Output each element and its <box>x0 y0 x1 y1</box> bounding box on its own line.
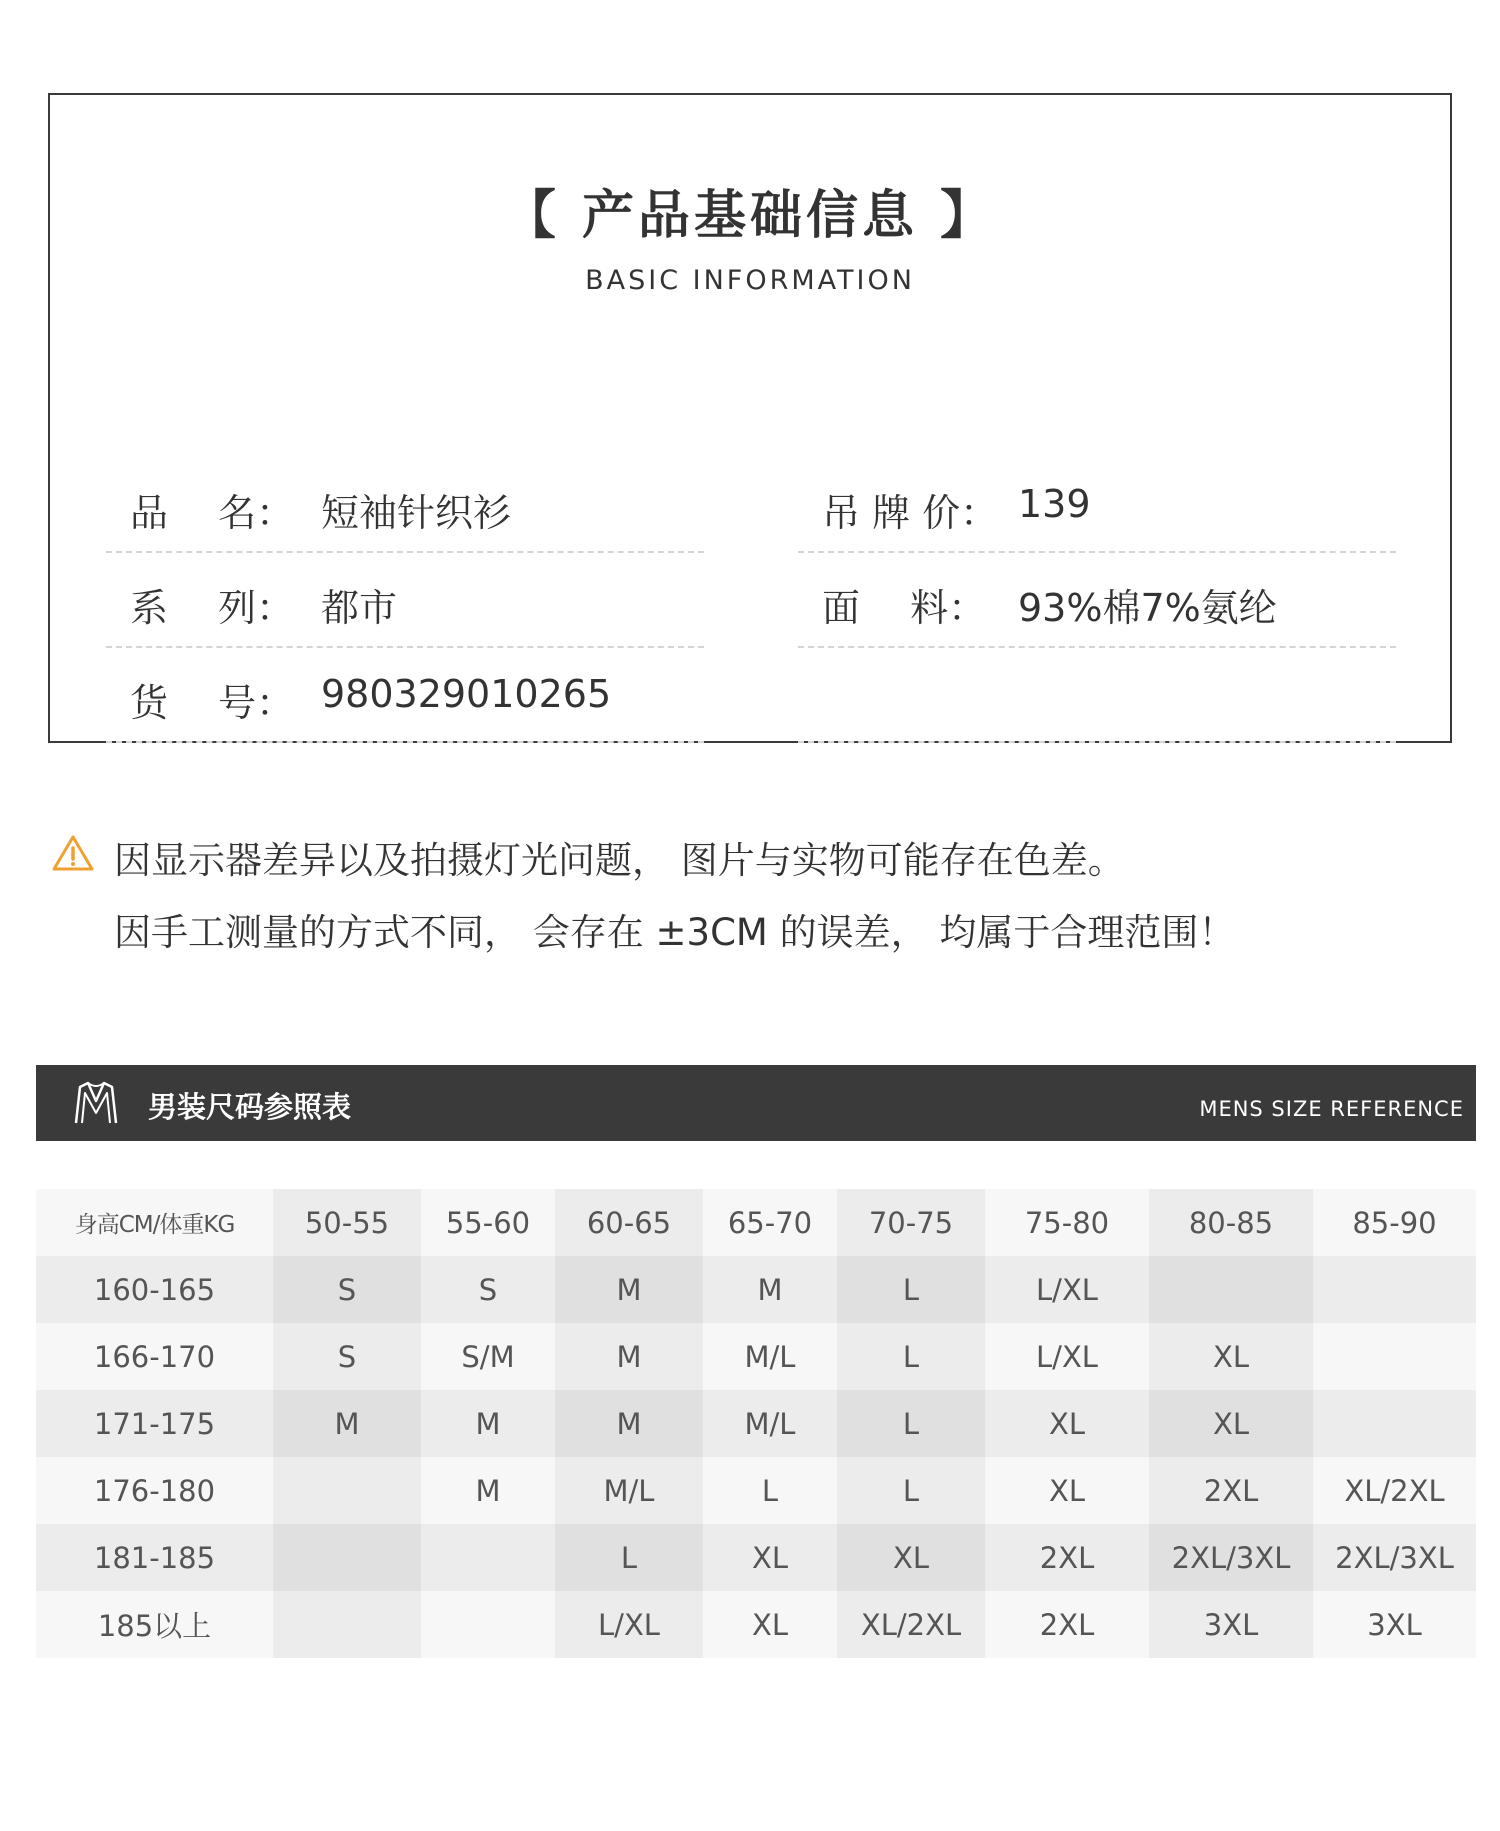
weight-column-header: 60-65 <box>555 1189 703 1256</box>
size-cell <box>273 1524 421 1591</box>
size-cell <box>1313 1390 1476 1457</box>
size-cell: XL <box>1149 1390 1313 1457</box>
size-cell: 3XL <box>1313 1591 1476 1658</box>
info-row-tag-price <box>798 458 1396 553</box>
size-cell: M <box>273 1390 421 1457</box>
size-cell: L/XL <box>985 1256 1149 1323</box>
size-cell: M <box>555 1256 703 1323</box>
size-cell: S <box>273 1323 421 1390</box>
size-cell: 2XL/3XL <box>1149 1524 1313 1591</box>
notice-line-2: 因手工测量的方式不同， 会存在 ±3CM 的误差， 均属于合理范围！ <box>114 911 1236 954</box>
size-cell: M/L <box>703 1390 837 1457</box>
size-cell <box>273 1457 421 1524</box>
info-value: 短袖针织衫 <box>321 491 512 535</box>
height-cell: 166-170 <box>36 1323 273 1390</box>
size-cell <box>1313 1323 1476 1390</box>
size-cell: XL/2XL <box>1313 1457 1476 1524</box>
m-shirt-logo-icon <box>70 1079 122 1127</box>
size-cell: M/L <box>555 1457 703 1524</box>
size-cell: 2XL <box>985 1524 1149 1591</box>
weight-column-header: 85-90 <box>1313 1189 1476 1256</box>
size-reference-table <box>36 1189 1476 1658</box>
info-label: 品 名： <box>130 491 295 535</box>
height-cell: 176-180 <box>36 1457 273 1524</box>
info-label: 吊 牌 价： <box>822 491 999 535</box>
size-cell <box>421 1591 555 1658</box>
info-row-item-number <box>106 648 704 743</box>
size-cell: XL <box>837 1524 985 1591</box>
height-cell: 160-165 <box>36 1256 273 1323</box>
size-cell: 3XL <box>1149 1591 1313 1658</box>
table-row <box>36 1390 1476 1457</box>
weight-column-header: 65-70 <box>703 1189 837 1256</box>
size-cell: XL <box>985 1457 1149 1524</box>
info-label: 面 料： <box>822 586 987 630</box>
size-cell: M <box>703 1256 837 1323</box>
size-cell: L <box>837 1390 985 1457</box>
size-cell: L <box>837 1457 985 1524</box>
basic-info-card <box>48 93 1452 743</box>
size-cell: 2XL <box>1149 1457 1313 1524</box>
info-title: 【 产品基础信息 】 <box>503 186 997 246</box>
height-cell: 171-175 <box>36 1390 273 1457</box>
size-cell <box>1313 1256 1476 1323</box>
size-cell: S <box>273 1256 421 1323</box>
notice-line-1: 因显示器差异以及拍摄灯光问题， 图片与实物可能存在色差。 <box>114 839 1125 882</box>
table-row <box>36 1524 1476 1591</box>
size-cell: XL <box>703 1524 837 1591</box>
size-cell <box>273 1591 421 1658</box>
size-cell: XL <box>1149 1323 1313 1390</box>
table-row <box>36 1457 1476 1524</box>
info-value: 139 <box>1018 482 1091 526</box>
info-subtitle: BASIC INFORMATION <box>585 265 915 296</box>
weight-column-header: 75-80 <box>985 1189 1149 1256</box>
size-cell: XL <box>985 1390 1149 1457</box>
info-row-fabric <box>798 553 1396 648</box>
size-cell: 2XL/3XL <box>1313 1524 1476 1591</box>
info-value: 都市 <box>321 586 398 630</box>
size-cell: XL/2XL <box>837 1591 985 1658</box>
table-row <box>36 1256 1476 1323</box>
weight-column-header: 80-85 <box>1149 1189 1313 1256</box>
info-row-series <box>106 553 704 648</box>
weight-column-header: 55-60 <box>421 1189 555 1256</box>
info-label: 系 列： <box>130 586 295 630</box>
table-header-row <box>36 1189 1476 1256</box>
size-cell: M <box>555 1390 703 1457</box>
size-cell: L/XL <box>555 1591 703 1658</box>
info-value: 980329010265 <box>321 672 612 716</box>
height-cell: 185以上 <box>36 1591 273 1658</box>
weight-column-header: 50-55 <box>273 1189 421 1256</box>
info-label: 货 号： <box>130 681 295 725</box>
size-cell: M/L <box>703 1323 837 1390</box>
size-cell: M <box>421 1390 555 1457</box>
info-row-name <box>106 458 704 553</box>
info-value: 93%棉7%氨纶 <box>1018 586 1277 630</box>
size-cell: 2XL <box>985 1591 1149 1658</box>
size-cell: L <box>555 1524 703 1591</box>
size-cell <box>1149 1256 1313 1323</box>
corner-header: 身高CM/体重KG <box>36 1189 273 1256</box>
height-cell: 181-185 <box>36 1524 273 1591</box>
size-cell: XL <box>703 1591 837 1658</box>
info-row-empty <box>798 648 1396 743</box>
size-cell: L <box>837 1256 985 1323</box>
size-cell: M <box>555 1323 703 1390</box>
size-cell: L/XL <box>985 1323 1149 1390</box>
size-cell: S <box>421 1256 555 1323</box>
size-cell <box>421 1524 555 1591</box>
size-cell: L <box>703 1457 837 1524</box>
size-cell: L <box>837 1323 985 1390</box>
size-chart-title-en: MENS SIZE REFERENCE <box>1199 1097 1464 1121</box>
weight-column-header: 70-75 <box>837 1189 985 1256</box>
size-chart-header <box>36 1065 1476 1141</box>
table-row <box>36 1323 1476 1390</box>
warning-triangle-icon <box>52 834 94 872</box>
size-cell: S/M <box>421 1323 555 1390</box>
table-row <box>36 1591 1476 1658</box>
size-cell: M <box>421 1457 555 1524</box>
size-chart-title: 男装尺码参照表 <box>148 1090 352 1124</box>
